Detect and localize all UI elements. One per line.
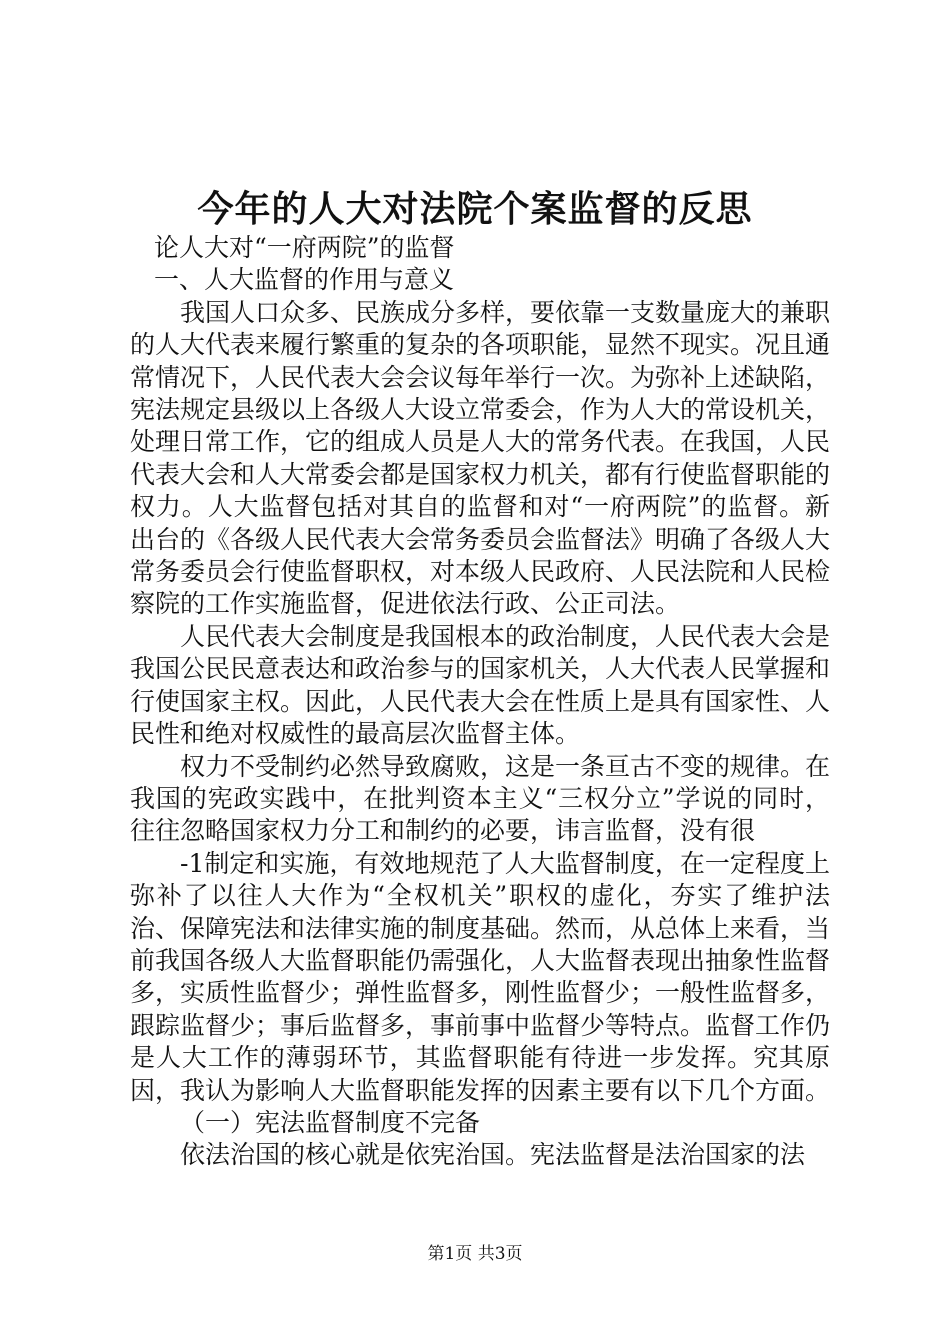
body-paragraph: 人民代表大会制度是我国根本的政治制度，人民代表大会是我国公民民意表达和政治参与的国家机关，人大代表人民掌握和行使国家主权。因此，人民代表大会在性质上是具有国家性、人民性和绝对权威性的最高层次监督主体。: [130, 621, 831, 749]
document-title: 今年的人大对法院个案监督的反思: [197, 188, 753, 230]
document-body: [130, 232, 830, 1172]
section-heading: 一、人大监督的作用与意义: [154, 265, 455, 295]
body-paragraph: 我国人口众多、民族成分多样，要依靠一支数量庞大的兼职的人大代表来履行繁重的复杂的各项职能，显然不现实。况且通常情况下，人民代表大会会议每年举行一次。为弥补上述缺陷，宪法规定县级以上各级人大设立常委会，作为人大的常设机关，处理日常工作，它的组成人员是人大的常务代表。在我国，人民代表大会和人大常委会都是国家权力机关，都有行使监督职能的权力。人大监督包括对其自的监督和对“一府两院”的监督。新出台的《各级人民代表大会常务委员会监督法》明确了各级人大常务委员会行使监督职权，对本级人民政府、人民法院和人民检察院的工作实施监督，促进依法行政、公正司法。: [130, 297, 831, 619]
body-paragraph: -1制定和实施，有效地规范了人大监督制度，在一定程度上弥补了以往人大作为“全权机关”职权的虚化，夯实了维护法治、保障宪法和法律实施的制度基础。然而，从总体上来看，当前我国各级人大监督职能仍需强化，人大监督表现出抽象性监督多，实质性监督少；弹性监督多，刚性监督少；一般性监督多，跟踪监督少；事后监督多，事前事中监督少等特点。监督工作仍是人大工作的薄弱环节，其监督职能有待进一步发挥。究其原因，我认为影响人大监督职能发挥的因素主要有以下几个方面。: [130, 848, 831, 1105]
body-paragraph: 权力不受制约必然导致腐败，这是一条亘古不变的规律。在我国的宪政实践中，在批判资本主义“三权分立”学说的同时，往往忽略国家权力分工和制约的必要，讳言监督，没有很: [130, 751, 831, 846]
subsection-heading: （一）宪法监督制度不完备: [180, 1107, 481, 1137]
intro-heading: 论人大对“一府两院”的监督: [154, 233, 455, 262]
body-paragraph: 依法治国的核心就是依宪治国。宪法监督是法治国家的法: [180, 1140, 806, 1170]
page-footer: 第1页 共3页: [427, 1244, 523, 1264]
